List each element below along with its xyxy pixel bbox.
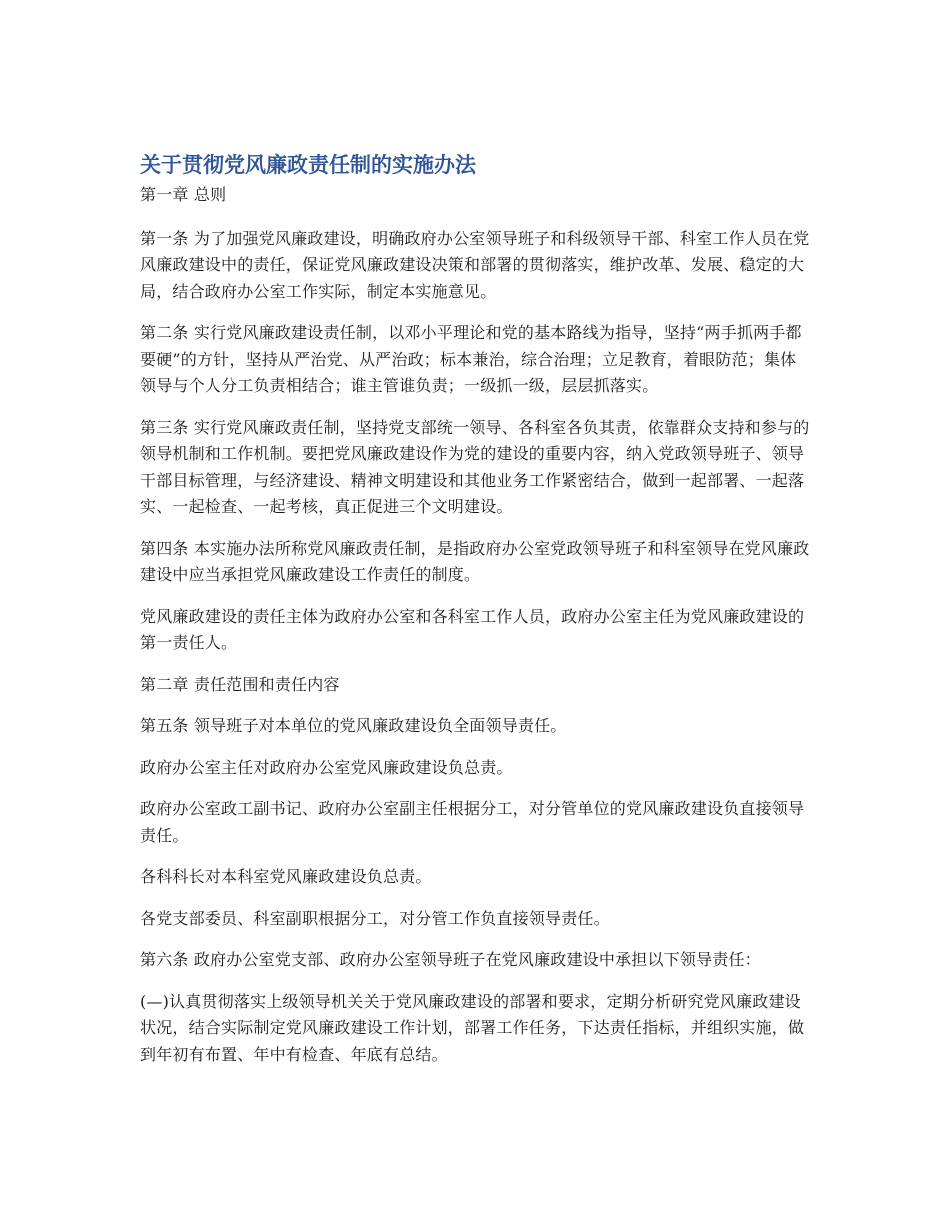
paragraph: 第六条 政府办公室党支部、政府办公室领导班子在党风廉政建设中承担以下领导责任： [140, 950, 761, 969]
chapter-heading: 第一章 总则 [140, 185, 227, 204]
paragraph: 党风廉政建设的责任主体为政府办公室和各科室工作人员，政府办公室主任为党风廉政建设的第一责任人。 [140, 606, 805, 652]
paragraph: (—)认真贯彻落实上级领导机关关于党风廉政建设的部署和要求，定期分析研究党风廉政建设状况，结合实际制定党风廉政建设工作计划，部署工作任务，下达责任指标，并组织实施，做到年初有布置、年中有检查、年底有总结。 [140, 991, 805, 1064]
paragraph: 第一条 为了加强党风廉政建设，明确政府办公室领导班子和科级领导干部、科室工作人员在党风廉政建设中的责任，保证党风廉政建设决策和部署的贯彻落实，维护改革、发展、稳定的大局，结合政府办公室工作实际，制定本实施意见。 [140, 228, 810, 301]
paragraph: 政府办公室主任对政府办公室党风廉政建设负总责。 [140, 757, 513, 777]
paragraph: 政府办公室政工副书记、政府办公室副主任根据分工，对分管单位的党风廉政建设负直接领导责任。 [140, 799, 805, 845]
paragraph: 第二条 实行党风廉政建设责任制，以邓小平理论和党的基本路线为指导，坚持“两手抓两手都要硬”的方针，坚持从严治党、从严治政；标本兼治，综合治理；立足教育，着眼防范；集体领导与个人分工负责相结合；谁主管谁负责；一级抓一级，层层抓落实。 [140, 323, 802, 395]
chapter-heading: 第二章 责任范围和责任内容 [140, 674, 340, 694]
document-title: 关于贯彻党风廉政责任制的实施办法 [140, 153, 476, 177]
paragraph: 第五条 领导班子对本单位的党风廉政建设负全面领导责任。 [140, 716, 567, 735]
paragraph: 各党支部委员、科室副职根据分工，对分管工作负直接领导责任。 [140, 908, 610, 928]
paragraph: 各科科长对本科室党风廉政建设负总责。 [140, 867, 432, 886]
document-page [140, 148, 810, 1083]
paragraph: 第四条 本实施办法所称党风廉政责任制，是指政府办公室党政领导班子和科室领导在党风廉政建设中应当承担党风廉政建设工作责任的制度。 [140, 538, 810, 584]
paragraph: 第三条 实行党风廉政责任制，坚持党支部统一领导、各科室各负其责，依靠群众支持和参与的领导机制和工作机制。要把党风廉政建设作为党的建设的重要内容，纳入党政领导班子、领导干部目标管理，与经济建设、精神文明建设和其他业务工作紧密结合，做到一起部署、一起落实、一起检查、一起考核，真正促进三个文明建设。 [140, 417, 810, 516]
